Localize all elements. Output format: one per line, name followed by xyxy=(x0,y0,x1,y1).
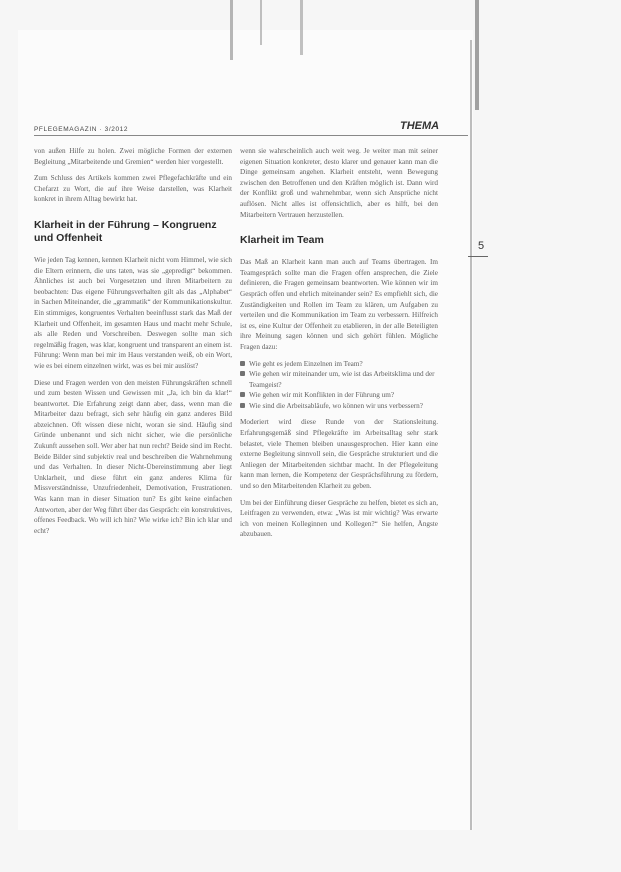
bullet-icon xyxy=(240,361,245,366)
list-item-text: Wie gehen wir mit Konflikten in der Führung um? xyxy=(249,391,395,400)
scan-bleed-mark-2 xyxy=(260,0,262,45)
team-paragraph: Das Maß an Klarheit kann man auch auf Teams übertragen. Im Teamgespräch sollte man die Fragen offen ansprechen, die Ziele definieren, die Fragen gemeinsam beantworten. Wie können wir im Gespräch offen und ehrlich miteinander sein? Es empfiehlt sich, die Zuständigkeiten und Rollen im Team zu klären, um Aufgaben zu verteilen und die Kommunikation im Team zu verbessern. Hilfreich ist es, eine Kultur der Offenheit zu etablieren, in der alle Beteiligten ihre Meinung sagen können und sich gehört fühlen. Mögliche Fragen dazu: xyxy=(240,258,438,351)
scan-bleed-mark-4 xyxy=(475,0,479,110)
scan-bleed-mark-1 xyxy=(230,0,233,60)
body-paragraph-2: Diese und Fragen werden von den meisten Führungskräften schnell und zum besten Wissen und Gewissen mit „Ja, ich bin da klar!“ beantwortet. Die Erfahrung zeigt dann aber, dass, wenn man die Mitarbeiter dazu befragt, sich sehr häufig ein ganz anderes Bild abzeichnen. Oft wissen diese nicht, woran sie sind. Häufig sind Gründe unbenannt und sich nicht sicher, wie die persönliche Zukunft aussehen soll. Wer aber hat nun recht? Beide sind im Recht. Beide Bilder sind subjektiv real und beschreiben die Wahrnehmung und das Verhalten. In dieser Nicht-Übereinstimmung aber liegt Unklarheit, und diese führt ein ganz anderes Klima für Missverständnisse, Unzufriedenheit, Demotivation, Frustrationen. Was kann man in dieser Situation tun? Es gibt keine einfachen Antworten, aber der Weg führt über das Gespräch: ein konstruktives, offenes Feedback. Wo will ich hin? Wie wirke ich? Bin ich klar und echt? xyxy=(34,378,232,535)
page-edge xyxy=(470,40,472,830)
section-heading-leadership: Klarheit in der Führung – Kongruenz und Offenheit xyxy=(34,218,217,244)
scan-bleed-mark-3 xyxy=(300,0,303,55)
list-item-text: Wie geht es jedem Einzelnen im Team? xyxy=(249,359,363,368)
section-heading-team: Klarheit im Team xyxy=(240,234,324,247)
list-item xyxy=(240,401,438,412)
list-item-text: Wie gehen wir miteinander um, wie ist das Arbeitsklima und der Teamgeist? xyxy=(249,370,435,389)
section-tag: THEMA xyxy=(400,120,440,132)
intro-paragraph-1: von außen Hilfe zu holen. Zwei mögliche Formen der externen Begleitung „Mitarbeitende und Gremien“ werden hier vorgestellt. xyxy=(34,147,232,166)
list-item xyxy=(240,359,438,370)
bullet-icon xyxy=(240,392,245,397)
bullet-icon xyxy=(240,371,245,376)
closing-paragraph-1: Moderiert wird diese Runde von der Stationsleitung. Erfahrungsgemäß sind Pflegekräfte im Arbeitsalltag sehr stark belastet, viele Themen bleiben unausgesprochen. Hier kann eine externe Begleitung sinnvoll sein, die Gespräche strukturiert und die Anliegen der Mitarbeitenden sichtbar macht. In der Pflegeleitung kann man lernen, die Kompetenz der Gesprächsführung zu fördern, und so den Mitarbeitenden Klarheit zu geben. xyxy=(240,418,438,491)
body-paragraph-1: Wie jeden Tag kennen, kennen Klarheit nicht vom Himmel, wie sich die Eltern erinnern, die uns taten, was sie „gepredigt“ bekommen. Ähnliches ist auch bei Vorgesetzten und ihren Mitarbeitern zu beobachten: Das eigene Führungsverhalten gilt als das „Alphabet“ in Sachen Miteinander, die „grammatik“ der Kommunikationskultur. Ein stimmiges, kongruentes Verhalten beeinflusst stark das Maß der Klarheit und Offenheit, im gesamten Haus und macht mehr Schule, als alle Reden und Vorschreiben. Deswegen sollte man sich regelmäßig fragen, was klar, kongruent und transparent an einem ist. Führung: Wenn man bei mir im Haus verstanden weiß, ob ein Wort, wie es bei einem einzelnen wirkt, was es bei mir auslöst? xyxy=(34,255,232,370)
closing-paragraph-2: Um bei der Einführung dieser Gespräche zu helfen, bietet es sich an, Leitfragen zu verwenden, etwa: „Was ist mir wichtig? Was erwarte ich von meinen Kolleginnen und Kollegen?“ Sie helfen, Ängste abzubauen. xyxy=(240,498,438,539)
bullet-icon xyxy=(240,403,245,408)
intro-paragraph-2: Zum Schluss des Artikels kommen zwei Pflegefachkräfte und ein Chefarzt zu Wort, die auf ihre Weise darstellen, was Klarheit konkret in ihrem Alltag bewirkt hat. xyxy=(34,174,232,204)
left-column xyxy=(34,146,232,542)
header-rule xyxy=(34,135,468,136)
page-number-rule xyxy=(468,256,488,257)
page-number: 5 xyxy=(478,240,485,252)
list-item-text: Wie sind die Arbeitsabläufe, wo können wir uns verbessern? xyxy=(249,401,423,410)
right-intro-paragraph: wenn sie wahrscheinlich auch weit weg. Je weiter man mit seiner eigenen Situation konkreter, desto klarer und genauer kann man die Dinge gemeinsam angehen. Klarheit entsteht, wenn Bewegung zwischen den Betroffenen und den Kräften möglich ist. Dann wird der Konflikt groß und wahrnehmbar, wenn sich Ansprüche nicht auflösen. Nicht alles ist offensichtlich, aber es hilft, bei den Mitarbeitern Vertrauen herzustellen. xyxy=(240,147,438,219)
right-column xyxy=(240,146,438,546)
question-list xyxy=(240,359,438,412)
running-head: PFLEGEMAGAZIN · 3/2012 xyxy=(34,126,129,133)
list-item xyxy=(240,369,438,390)
list-item xyxy=(240,390,438,401)
